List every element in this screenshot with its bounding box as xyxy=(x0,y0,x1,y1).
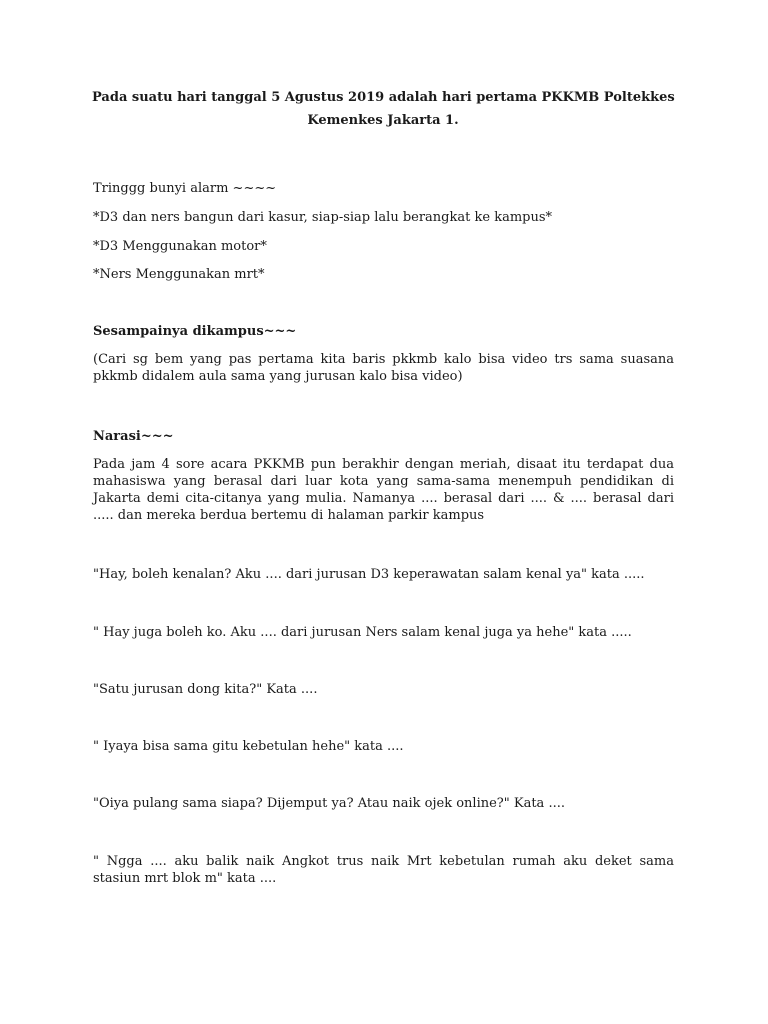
dialogue-line-4: " Iyaya bisa sama gitu kebetulan hehe" kata .... xyxy=(93,739,404,754)
section-heading-narration: Narasi~~~ xyxy=(93,429,174,444)
intro-line-2: *D3 dan ners bangun dari kasur, siap-siap lalu berangkat ke kampus* xyxy=(93,210,553,225)
section-text-narration: Pada jam 4 sore acara PKKMB pun berakhir dengan meriah, disaat itu terdapat dua mahasiswa yang berasal dari luar kota yang sama-sama menempuh pendidikan di Jakarta demi cita-citanya yang mulia. Namanya .... berasal dari .... & .... berasal dari ..... dan mereka berdua bertemu di halaman parkir kampus xyxy=(93,457,674,523)
section-heading-arrival: Sesampainya dikampus~~~ xyxy=(93,324,297,339)
dialogue-line-1: "Hay, boleh kenalan? Aku .... dari jurusan D3 keperawatan salam kenal ya" kata ..... xyxy=(93,567,645,582)
section-text-arrival: (Cari sg bem yang pas pertama kita baris pkkmb kalo bisa video trs sama suasana pkkmb didalem aula sama yang jurusan kalo bisa video) xyxy=(93,352,674,384)
dialogue-line-5: "Oiya pulang sama siapa? Dijemput ya? Atau naik ojek online?" Kata .... xyxy=(93,796,565,811)
title-line-2: Kemenkes Jakarta 1. xyxy=(307,113,459,128)
intro-line-1: Tringgg bunyi alarm ~~~~ xyxy=(93,181,277,196)
intro-line-3: *D3 Menggunakan motor* xyxy=(93,239,267,254)
dialogue-line-2: " Hay juga boleh ko. Aku .... dari jurusan Ners salam kenal juga ya hehe" kata ..... xyxy=(93,625,632,640)
title-line-1: Pada suatu hari tanggal 5 Agustus 2019 adalah hari pertama PKKMB Poltekkes xyxy=(92,90,675,105)
dialogue-line-3: "Satu jurusan dong kita?" Kata .... xyxy=(93,682,318,697)
dialogue-line-6: " Ngga .... aku balik naik Angkot trus naik Mrt kebetulan rumah aku deket sama stasiun mrt blok m" kata .... xyxy=(93,854,674,886)
intro-line-4: *Ners Menggunakan mrt* xyxy=(93,267,265,282)
